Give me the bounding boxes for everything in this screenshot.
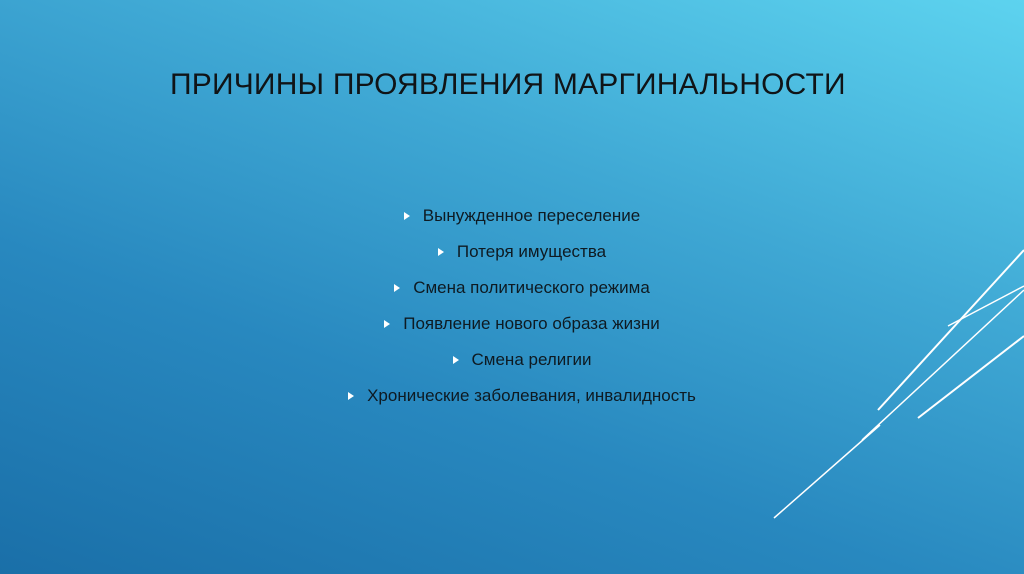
slide-title: ПРИЧИНЫ ПРОЯВЛЕНИЯ МАРГИНАЛЬНОСТИ [170, 68, 846, 101]
bullet-text: Потеря имущества [456, 242, 607, 261]
decor-line [862, 290, 1024, 440]
bullet-text: Смена религии [471, 350, 592, 369]
decor-line [774, 425, 880, 518]
decor-line [878, 250, 1024, 410]
bullet-text: Появление нового образа жизни [403, 314, 660, 333]
bullet-text: Смена политического режима [413, 278, 650, 297]
bullet-text: Вынужденное переселение [422, 206, 641, 225]
bullet-text: Хронические заболевания, инвалидность [367, 386, 696, 405]
